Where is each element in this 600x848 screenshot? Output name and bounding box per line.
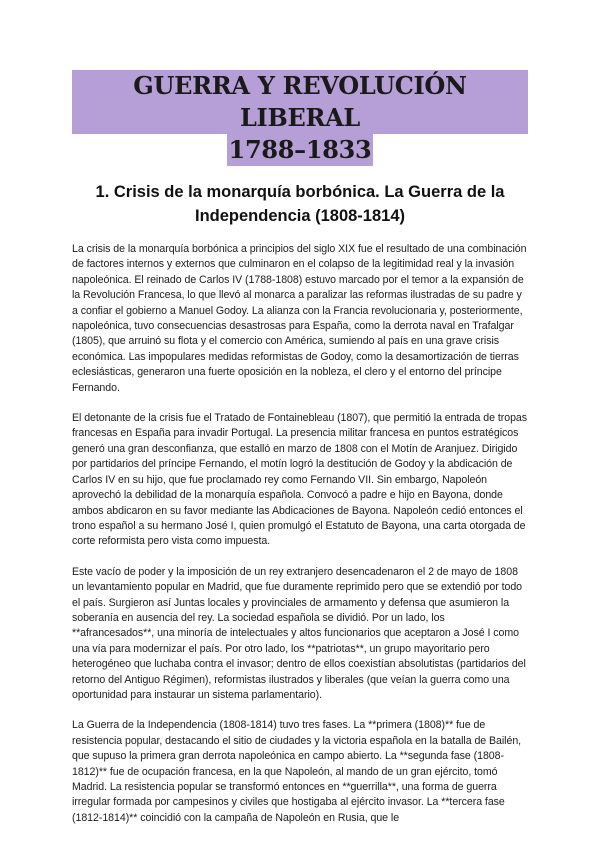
paragraph-2: El detonante de la crisis fue el Tratado de Fontainebleau (1807), que permitió la entrada de tropas francesas en España para invadir Portugal. La presencia militar francesa en puntos estratégicos generó una gran desconfianza, que estalló en marzo de 1808 con el Motín de Aranjuez. Dirigido por partidarios del príncipe Fernando, el motín logró la destitución de Godoy y la abdicación de Carlos IV en su hijo, que fue proclamado rey como Fernando VII. Sin embargo, Napoleón aprovechó la debilidad de la monarquía española. Convocó a padre e hijo en Bayona, donde ambos abdicaron en su favor mediante las Abdicaciones de Bayona. Napoleón cedió entonces el trono español a su hermano José I, quien promulgó el Estatuto de Bayona, una carta otorgada de corte reformista pero vista como impuesta. (72, 412, 527, 548)
document-title (72, 70, 528, 166)
section-heading: 1. Crisis de la monarquía borbónica. La Guerra de la Independencia (1808-1814) (95, 183, 505, 225)
paragraph-4: La Guerra de la Independencia (1808-1814) tuvo tres fases. La **primera (1808)** fue de resistencia popular, destacando el sitio de ciudades y la victoria española en la batalla de Bailén, que supuso la primera gran derrota napoleónica en campo abierto. La **segunda fase (1808-1812)** fue de ocupación francesa, en la que Napoleón, al mando de un gran ejército, tomó Madrid. La resistencia popular se transformó entonces en **guerrilla**, una forma de guerra irregular formada por campesinos y civiles que hostigaba al ejército invasor. La **tercera fase (1812-1814)** coincidió con la campaña de Napoleón en Rusia, que le (72, 719, 522, 824)
paragraph-1: La crisis de la monarquía borbónica a principios del siglo XIX fue el resultado de una combinación de factores internos y externos que culminaron en el colapso de la legitimidad real y la invasión napoleónica. El reinado de Carlos IV (1788-1808) estuvo marcado por el temor a la expansión de la Revolución Francesa, lo que llevó al monarca a paralizar las reformas ilustradas de su padre y a confiar el gobierno a Manuel Godoy. La alianza con la Francia revolucionaria y, posteriormente, napoleónica, tuvo consecuencias desastrosas para España, como la derrota naval en Trafalgar (1805), que arruinó su flota y el comercio con América, sumiendo al país en una grave crisis económica. Las impopulares medidas reformistas de Godoy, como la desamortización de tierras eclesiásticas, generaron una fuerte oposición en la nobleza, el clero y el entorno del príncipe Fernando. (72, 243, 527, 394)
paragraph-3: Este vacío de poder y la imposición de un rey extranjero desencadenaron el 2 de mayo de 1808 un levantamiento popular en Madrid, que fue duramente reprimido pero que se extendió por todo el país. Surgieron así Juntas locales y provinciales de armamento y defensa que asumieron la soberanía en ausencia del rey. La sociedad española se dividió. Por un lado, los **afrancesados**, una minoría de intelectuales y altos funcionarios que aceptaron a José I como una vía para modernizar el país. Por otro lado, los **patriotas**, un grupo mayoritario pero heterogéneo que luchaba contra el invasor; dentro de ellos coexistían absolutistas (partidarios del retorno del Antiguo Régimen), reformistas ilustrados y liberales (que veían la guerra como una oportunidad para instaurar un sistema parlamentario). (72, 565, 526, 701)
title-line-2: 1788–1833 (228, 135, 372, 164)
title-line-1: GUERRA Y REVOLUCIÓN LIBERAL (72, 70, 528, 134)
